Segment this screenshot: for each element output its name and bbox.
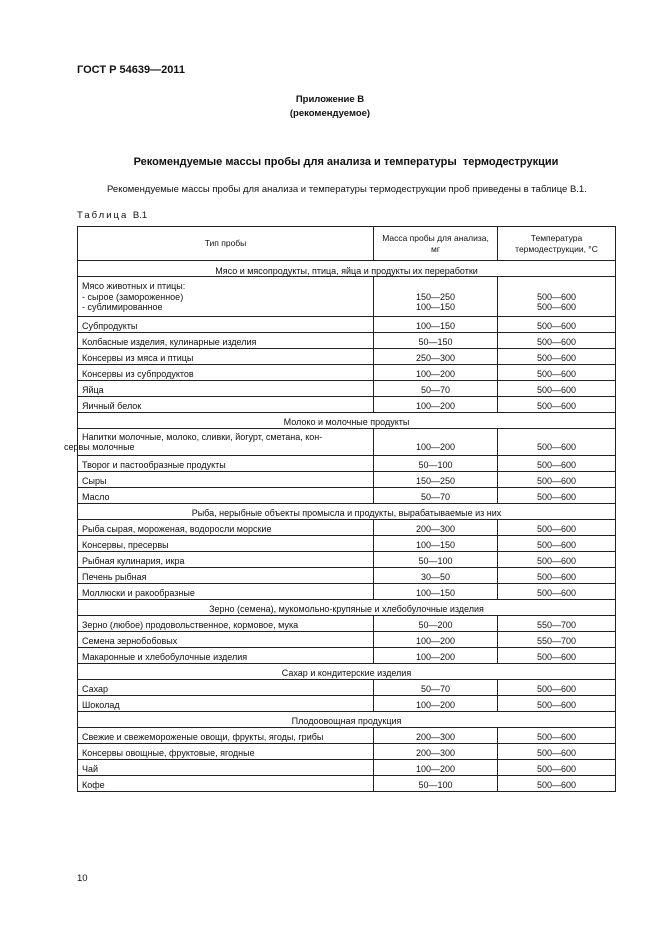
sample-type-cell: Масло <box>78 487 374 503</box>
table-header-row <box>78 227 616 261</box>
temperature-cell: 500—600 <box>498 727 616 743</box>
section-title: Рекомендуемые массы пробы для анализа и температуры термодеструкции <box>133 156 559 168</box>
temperature-cell: 500—600 <box>498 743 616 759</box>
temperature-cell: 500—600 <box>498 396 616 412</box>
mass-cell: 100—200 <box>374 647 498 663</box>
mass-value: 100—150 <box>415 302 456 312</box>
temperature-cell: 500—600 <box>498 759 616 775</box>
sample-type-cell: Свежие и свежемороженые овощи, фрукты, ягоды, грибы <box>78 727 374 743</box>
sample-type-cell: Шоколад <box>78 695 374 711</box>
table-row <box>78 695 616 711</box>
temperature-cell: 500—600 <box>498 380 616 396</box>
temperature-value: 500—600 <box>536 291 577 302</box>
temperature-cell: 500—600 <box>498 428 616 455</box>
sample-type-subitem: - сублимированное <box>82 302 163 312</box>
sample-type-subitem: - сырое (замороженное) <box>82 291 184 302</box>
header-mass-line1: Масса пробы для анализа, <box>382 233 489 243</box>
table-row <box>78 631 616 647</box>
category-label: Мясо и мясопродукты, птица, яйца и продукты их переработки <box>78 261 616 277</box>
page-number: 10 <box>77 873 88 884</box>
mass-cell: 50—200 <box>374 615 498 631</box>
temperature-cell: 500—600 <box>498 364 616 380</box>
table-row <box>78 775 616 791</box>
mass-cell: 100—200 <box>374 364 498 380</box>
temperature-cell <box>498 277 616 317</box>
category-row <box>78 711 616 727</box>
temperature-cell: 500—600 <box>498 471 616 487</box>
sample-type-cell: Яичный белок <box>78 396 374 412</box>
table-row <box>78 471 616 487</box>
header-sample-type: Тип пробы <box>78 227 374 261</box>
table-row <box>78 455 616 471</box>
sample-type-cell: Рыба сырая, мороженая, водоросли морские <box>78 519 374 535</box>
sample-type-cell: Субпродукты <box>78 316 374 332</box>
table-caption-number: В.1 <box>132 210 148 221</box>
category-row <box>78 663 616 679</box>
mass-cell: 150—250 <box>374 471 498 487</box>
mass-cell: 100—150 <box>374 316 498 332</box>
temperature-cell: 500—600 <box>498 551 616 567</box>
mass-cell: 250—300 <box>374 348 498 364</box>
temperature-cell: 500—600 <box>498 679 616 695</box>
mass-cell: 100—200 <box>374 428 498 455</box>
category-label: Рыба, нерыбные объекты промысла и продукты, вырабатываемые из них <box>78 503 616 519</box>
sample-type-cell: Кофе <box>78 775 374 791</box>
sample-type-line2: сервы молочные <box>64 442 135 452</box>
sample-type-cell: Моллюски и ракообразные <box>78 583 374 599</box>
header-temp-line2: термодеструкции, °С <box>515 243 598 254</box>
sample-type-cell: Рыбная кулинария, икра <box>78 551 374 567</box>
header-mass-line2: мг <box>431 243 440 254</box>
header-temperature <box>498 227 616 261</box>
sample-type-line1: Напитки молочные, молоко, сливки, йогурт, сметана, кон- <box>82 431 323 442</box>
category-label: Молоко и молочные продукты <box>78 412 616 428</box>
table-row <box>78 428 616 455</box>
intro-paragraph: Рекомендуемые массы пробы для анализа и температуры термодеструкции проб приведены в таблице В.1. <box>107 184 587 195</box>
temperature-cell: 500—600 <box>498 775 616 791</box>
sample-type-cell: Консервы, пресервы <box>78 535 374 551</box>
table-row <box>78 583 616 599</box>
sample-type-cell <box>78 277 374 317</box>
temperature-value: 500—600 <box>536 302 577 312</box>
temperature-cell: 500—600 <box>498 647 616 663</box>
sample-type-heading: Мясо животных и птицы: <box>82 281 186 291</box>
sample-type-cell: Семена зернобобовых <box>78 631 374 647</box>
table-row <box>78 567 616 583</box>
table-row <box>78 487 616 503</box>
sample-type-cell: Макаронные и хлебобулочные изделия <box>78 647 374 663</box>
mass-cell: 200—300 <box>374 743 498 759</box>
mass-cell: 100—200 <box>374 631 498 647</box>
table-row <box>78 615 616 631</box>
header-mass <box>374 227 498 261</box>
table-row <box>78 348 616 364</box>
mass-cell: 50—70 <box>374 380 498 396</box>
sample-type-cell: Творог и пастообразные продукты <box>78 455 374 471</box>
mass-cell: 30—50 <box>374 567 498 583</box>
sample-type-cell: Консервы из субпродуктов <box>78 364 374 380</box>
table-caption-word: Таблица <box>77 210 129 221</box>
mass-cell: 200—300 <box>374 727 498 743</box>
table-row <box>78 759 616 775</box>
mass-cell <box>374 277 498 317</box>
mass-cell: 100—200 <box>374 396 498 412</box>
mass-cell: 100—200 <box>374 759 498 775</box>
header-temp-line1: Температура <box>530 233 583 243</box>
sample-type-cell: Зерно (любое) продовольственное, кормовое, мука <box>78 615 374 631</box>
mass-cell: 50—100 <box>374 775 498 791</box>
temperature-cell: 500—600 <box>498 332 616 348</box>
sample-type-cell: Сахар <box>78 679 374 695</box>
category-row <box>78 503 616 519</box>
mass-cell: 50—70 <box>374 679 498 695</box>
table-row-group <box>78 277 616 317</box>
temperature-cell: 500—600 <box>498 535 616 551</box>
category-label: Плодоовощная продукция <box>78 711 616 727</box>
temperature-cell: 550—700 <box>498 615 616 631</box>
appendix-title: Приложение В <box>295 94 365 105</box>
table-row <box>78 316 616 332</box>
table-row <box>78 551 616 567</box>
mass-cell: 50—150 <box>374 332 498 348</box>
table-row <box>78 364 616 380</box>
table-row <box>78 647 616 663</box>
table-row <box>78 380 616 396</box>
temperature-cell: 500—600 <box>498 455 616 471</box>
table-row <box>78 679 616 695</box>
temperature-cell: 550—700 <box>498 631 616 647</box>
table-body <box>64 261 616 792</box>
category-row <box>78 412 616 428</box>
mass-value: 150—250 <box>415 291 456 302</box>
sample-type-cell: Яйца <box>78 380 374 396</box>
data-table <box>64 226 616 792</box>
mass-cell: 50—70 <box>374 487 498 503</box>
temperature-cell: 500—600 <box>498 348 616 364</box>
table-caption <box>77 210 147 221</box>
temperature-cell: 500—600 <box>498 695 616 711</box>
mass-cell: 50—100 <box>374 455 498 471</box>
category-row <box>78 261 616 277</box>
temperature-cell: 500—600 <box>498 567 616 583</box>
sample-type-cell <box>64 428 374 455</box>
appendix-subtitle: (рекомендуемое) <box>289 108 371 119</box>
temperature-cell: 500—600 <box>498 519 616 535</box>
sample-type-cell: Консервы из мяса и птицы <box>78 348 374 364</box>
sample-type-cell: Чай <box>78 759 374 775</box>
mass-cell: 200—300 <box>374 519 498 535</box>
table-row <box>78 535 616 551</box>
table-row <box>78 519 616 535</box>
sample-type-cell: Консервы овощные, фруктовые, ягодные <box>78 743 374 759</box>
table-row <box>78 396 616 412</box>
table-row <box>78 743 616 759</box>
sample-type-cell: Сыры <box>78 471 374 487</box>
table-row <box>78 727 616 743</box>
category-row <box>78 599 616 615</box>
temperature-cell: 500—600 <box>498 487 616 503</box>
mass-cell: 100—200 <box>374 695 498 711</box>
table-row <box>78 332 616 348</box>
category-label: Зерно (семена), мукомольно-крупяные и хлебобулочные изделия <box>78 599 616 615</box>
mass-cell: 100—150 <box>374 583 498 599</box>
mass-cell: 50—100 <box>374 551 498 567</box>
mass-cell: 100—150 <box>374 535 498 551</box>
temperature-cell: 500—600 <box>498 583 616 599</box>
category-label: Сахар и кондитерские изделия <box>78 663 616 679</box>
temperature-cell: 500—600 <box>498 316 616 332</box>
sample-type-cell: Печень рыбная <box>78 567 374 583</box>
document-code: ГОСТ Р 54639—2011 <box>77 64 185 76</box>
sample-type-cell: Колбасные изделия, кулинарные изделия <box>78 332 374 348</box>
